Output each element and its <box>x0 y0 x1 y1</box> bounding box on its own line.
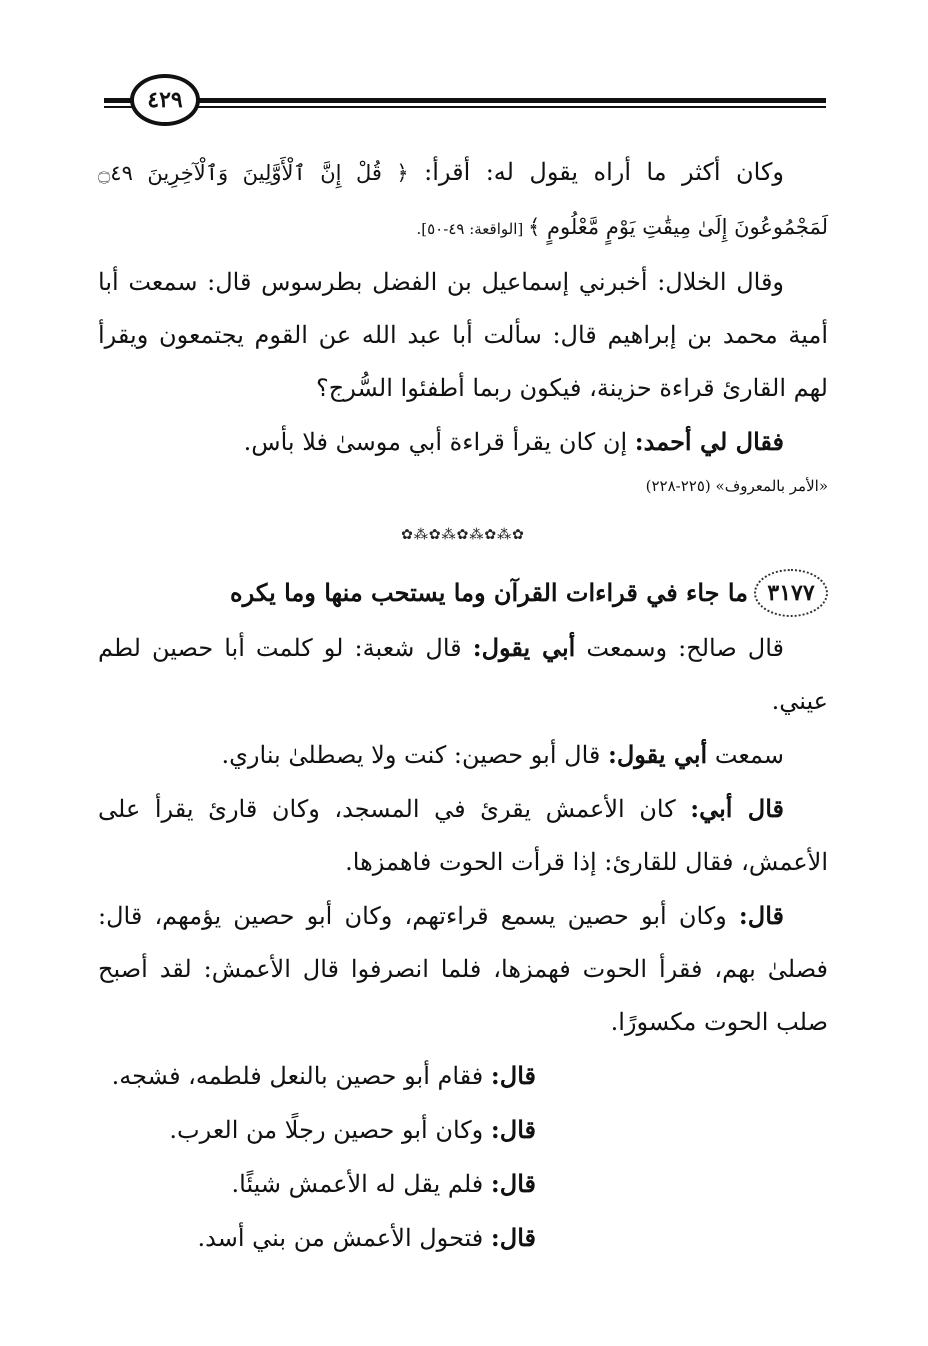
paragraph-khallal: وقال الخلال: أخبرني إسماعيل بن الفضل بطرسوس قال: سمعت أبا أمية محمد بن إبراهيم قال: سألت أبا عبد الله عن القوم يجتمعون ويقرأ لهم القارئ قراءة حزينة، فيكون ربما أطفئوا السُّرج؟ <box>98 268 828 402</box>
paragraph-text: فتحول الأعمش من بني أسد. <box>197 1224 491 1252</box>
speaker-label: قال: <box>490 1223 536 1252</box>
paragraph-prayer <box>98 889 828 1049</box>
header-rule-thin <box>104 106 826 108</box>
speaker-label: قال: <box>738 901 784 930</box>
speaker-label: أبي يقول: <box>608 740 708 769</box>
paragraph-salih <box>98 621 828 728</box>
chapter-heading <box>98 569 828 617</box>
paragraph-text: وكان أبو حصين رجلًا من العرب. <box>169 1116 491 1144</box>
paragraph-text: إن كان يقرأ قراءة أبي موسىٰ فلا بأس. <box>243 428 635 456</box>
speaker-label: قال: <box>490 1061 536 1090</box>
paragraph-moved <box>98 1211 828 1265</box>
page-body <box>98 146 828 1265</box>
verse-source: [الواقعة: ٤٩-٥٠]. <box>416 220 528 238</box>
page-header <box>104 70 826 130</box>
paragraph-text: قال شعبة: لو كلمت أبا حصين لطم عيني. <box>98 634 828 715</box>
paragraph-text: قال صالح: وسمعت <box>575 634 784 662</box>
speaker-label: قال: <box>490 1115 536 1144</box>
paragraph-text: كان الأعمش يقرئ في المسجد، وكان قارئ يقرأ على الأعمش، فقال للقارئ: إذا قرأت الحوت فاهمزها. <box>98 795 828 876</box>
paragraph-quran-quote <box>98 146 828 256</box>
speaker-label: قال أبي: <box>690 794 784 823</box>
paragraph-abu-hasin <box>98 728 828 782</box>
chapter-number-badge: ٣١٧٧ <box>754 569 828 617</box>
paragraph-arab <box>98 1103 828 1157</box>
paragraph-amash-reader <box>98 782 828 889</box>
speaker-label: قال: <box>490 1169 536 1198</box>
paragraph-silence <box>98 1157 828 1211</box>
paragraph-text: وكان أكثر ما أراه يقول له: أقرأ: <box>408 158 784 186</box>
speaker-label: فقال لي أحمد: <box>634 427 784 456</box>
paragraph-slap <box>98 1049 828 1103</box>
header-rule-thick <box>104 98 826 103</box>
paragraph-text: وكان أبو حصين يسمع قراءتهم، وكان أبو حصين يؤمهم، قال: فصلىٰ بهم، فقرأ الحوت فهمزها، فلما انصرفوا قال الأعمش: لقد أصبح صلب الحوت مكسورًا. <box>98 902 828 1036</box>
paragraph-text: فقام أبو حصين بالنعل فلطمه، فشجه. <box>111 1062 491 1090</box>
chapter-title: ما جاء في قراءات القرآن وما يستحب منها وما يكره <box>230 578 748 607</box>
quran-verse: ﴿ قُلْ إِنَّ ٱلْأَوَّلِينَ وَٱلْآخِرِينَ ۝٤٩ لَمَجْمُوعُونَ إِلَىٰ مِيقَٰتِ يَوْمٍ مَّعْلُومٍ ﴾ <box>98 161 828 239</box>
paragraph-text: سمعت <box>707 741 784 769</box>
page-number: ٤٢٩ <box>130 74 200 126</box>
paragraph-text: فلم يقل له الأعمش شيئًا. <box>231 1170 491 1198</box>
speaker-label: أبي يقول: <box>472 633 576 662</box>
paragraph-ahmad-answer <box>98 415 828 469</box>
section-divider-ornament: ✿⁂✿⁂✿⁂✿⁂✿ <box>401 527 525 543</box>
paragraph-text: قال أبو حصين: كنت ولا يصطلىٰ بناري. <box>221 741 608 769</box>
source-reference: «الأمر بالمعروف» (٢٢٥-٢٢٨) <box>645 477 828 495</box>
